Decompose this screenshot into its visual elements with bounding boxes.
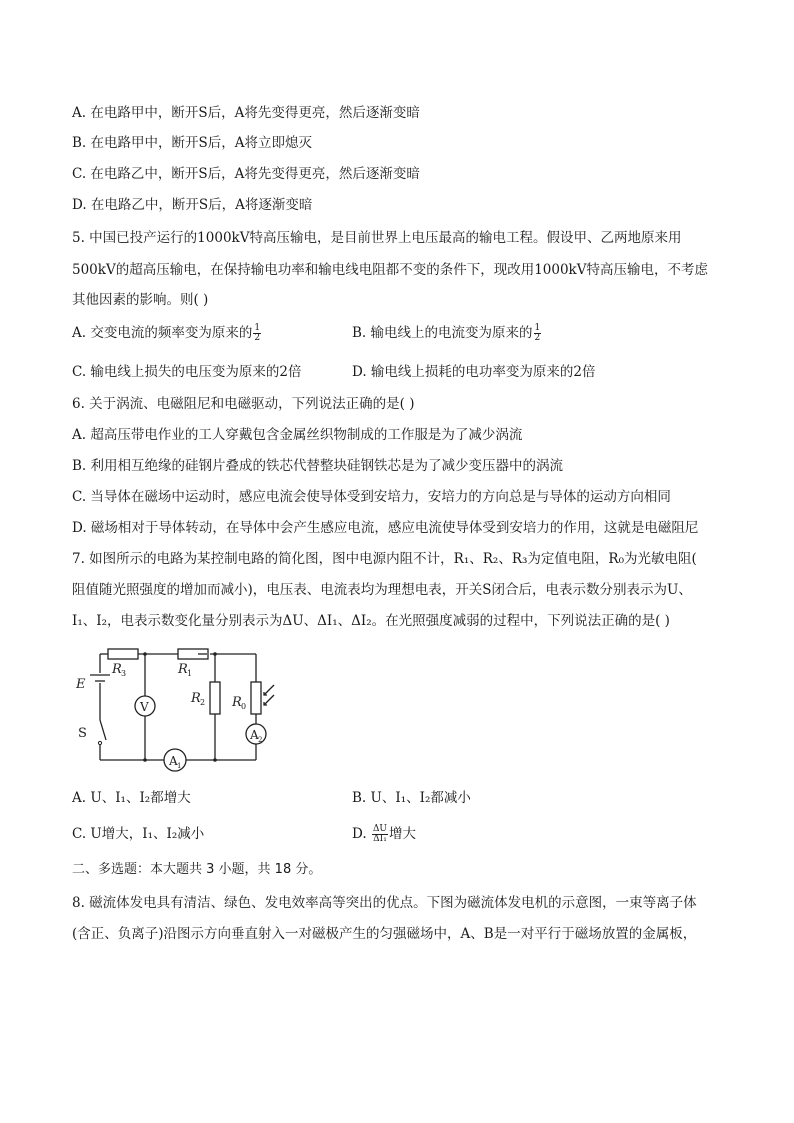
q7-option-a: A. U、I₁、I₂都增大 — [72, 790, 191, 806]
label-r3-sub: 3 — [121, 669, 127, 678]
q6-option-b: B. 利用相互绝缘的硅钢片叠成的铁芯代替整块硅钢铁芯是为了减少变压器中的涡流 — [72, 458, 564, 474]
q7-stem-line1: 7. 如图所示的电路为某控制电路的简化图，图中电源内阻不计，R₁、R₂、R₃为定值电阻，R₀为光敏电阻( — [72, 551, 697, 567]
fraction — [253, 324, 261, 343]
fraction-numerator: 1 — [254, 323, 261, 333]
label-s: S — [78, 726, 87, 741]
label-r2: R — [191, 691, 201, 706]
q7-option-b: B. U、I₁、I₂都减小 — [352, 790, 471, 806]
q6-stem: 6. 关于涡流、电磁阻尼和电磁驱动，下列说法正确的是( ) — [72, 396, 415, 412]
fraction-denominator: ΔI₁ — [373, 834, 387, 844]
resistor-r3 — [108, 649, 138, 659]
q7-option-d — [352, 825, 416, 844]
q5-stem-line3: 其他因素的影响。则( ) — [72, 292, 209, 308]
label-r2-sub: 2 — [200, 698, 206, 707]
label-a1-sub: 1 — [177, 762, 182, 770]
label-r1-sub: 1 — [187, 669, 193, 678]
resistor-r2 — [210, 682, 220, 714]
q4-option-a: A. 在电路甲中，断开S后，A将先变得更亮，然后逐渐变暗 — [72, 105, 420, 121]
circuit-diagram — [60, 640, 290, 780]
q4-option-c: C. 在电路乙中，断开S后，A将先变得更亮，然后逐渐变暗 — [72, 166, 420, 182]
fraction-numerator: ΔU — [372, 824, 388, 834]
q5-option-b-text: B. 输电线上的电流变为原来的 — [352, 325, 533, 341]
label-a2-sub: 2 — [258, 736, 263, 744]
q5-stem-line2: 500kV的超高压输电，在保持输电功率和输电线电阻都不变的条件下，现改用1000kV特高压输电，不考虑 — [72, 262, 708, 278]
q5-option-c: C. 输电线上损失的电压变为原来的2倍 — [72, 364, 302, 380]
q5-option-a-text: A. 交变电流的频率变为原来的 — [72, 325, 253, 341]
label-r0: R — [232, 695, 242, 710]
q8-stem-line1: 8. 磁流体发电具有清洁、绿色、发电效率高等突出的优点。下图为磁流体发电机的示意图，一束等离子体 — [72, 895, 697, 911]
label-a2: A — [250, 728, 259, 742]
q5-stem-line1: 5. 中国已投产运行的1000kV特高压输电，是目前世界上电压最高的输电工程。假设甲、乙两地原来用 — [72, 230, 682, 246]
q7-option-c: C. U增大，I₁、I₂减小 — [72, 826, 205, 842]
q7-option-d-prefix: D. — [352, 826, 367, 842]
label-r0-sub: 0 — [241, 702, 247, 711]
q5-option-d: D. 输电线上损耗的电功率变为原来的2倍 — [352, 364, 596, 380]
q6-option-c: C. 当导体在磁场中运动时，感应电流会使导体受到安培力，安培力的方向总是与导体的运动方向相同 — [72, 489, 671, 505]
q6-option-a: A. 超高压带电作业的工人穿戴包含金属丝织物制成的工作服是为了减少涡流 — [72, 427, 523, 443]
fraction-numerator: 1 — [534, 323, 541, 333]
q6-option-d: D. 磁场相对于导体转动，在导体中会产生感应电流，感应电流使导体受到安培力的作用，这就是电磁阻尼 — [72, 520, 699, 536]
label-e: E — [76, 677, 86, 692]
section-heading: 二、多选题：本大题共 3 小题，共 18 分。 — [72, 862, 322, 877]
resistor-r0 — [251, 682, 261, 714]
q5-option-b — [352, 324, 542, 343]
q7-stem-line3: I₁、I₂，电表示数变化量分别表示为ΔU、ΔI₁、ΔI₂。在光照强度减弱的过程中，下列说法正确的是( ) — [72, 613, 670, 629]
label-r1: R — [178, 662, 188, 677]
q4-option-d: D. 在电路乙中，断开S后，A将逐渐变暗 — [72, 197, 313, 213]
label-a1: A — [169, 754, 178, 768]
fraction-denominator: 2 — [254, 333, 261, 343]
label-v: V — [140, 700, 149, 714]
label-r3: R — [112, 662, 122, 677]
fraction — [534, 324, 542, 343]
q5-option-a — [72, 324, 262, 343]
q8-stem-line2: (含正、负离子)沿图示方向垂直射入一对磁极产生的匀强磁场中，A、B是一对平行于磁场放置的金属板， — [72, 926, 697, 942]
fraction-denominator: 2 — [534, 333, 541, 343]
q4-option-b: B. 在电路甲中，断开S后，A将立即熄灭 — [72, 135, 313, 151]
q7-option-d-suffix: 增大 — [389, 826, 417, 842]
q7-stem-line2: 阻值随光照强度的增加而减小)，电压表、电流表均为理想电表，开关S闭合后，电表示数分别表示为U、 — [72, 582, 692, 598]
fraction — [372, 825, 388, 844]
